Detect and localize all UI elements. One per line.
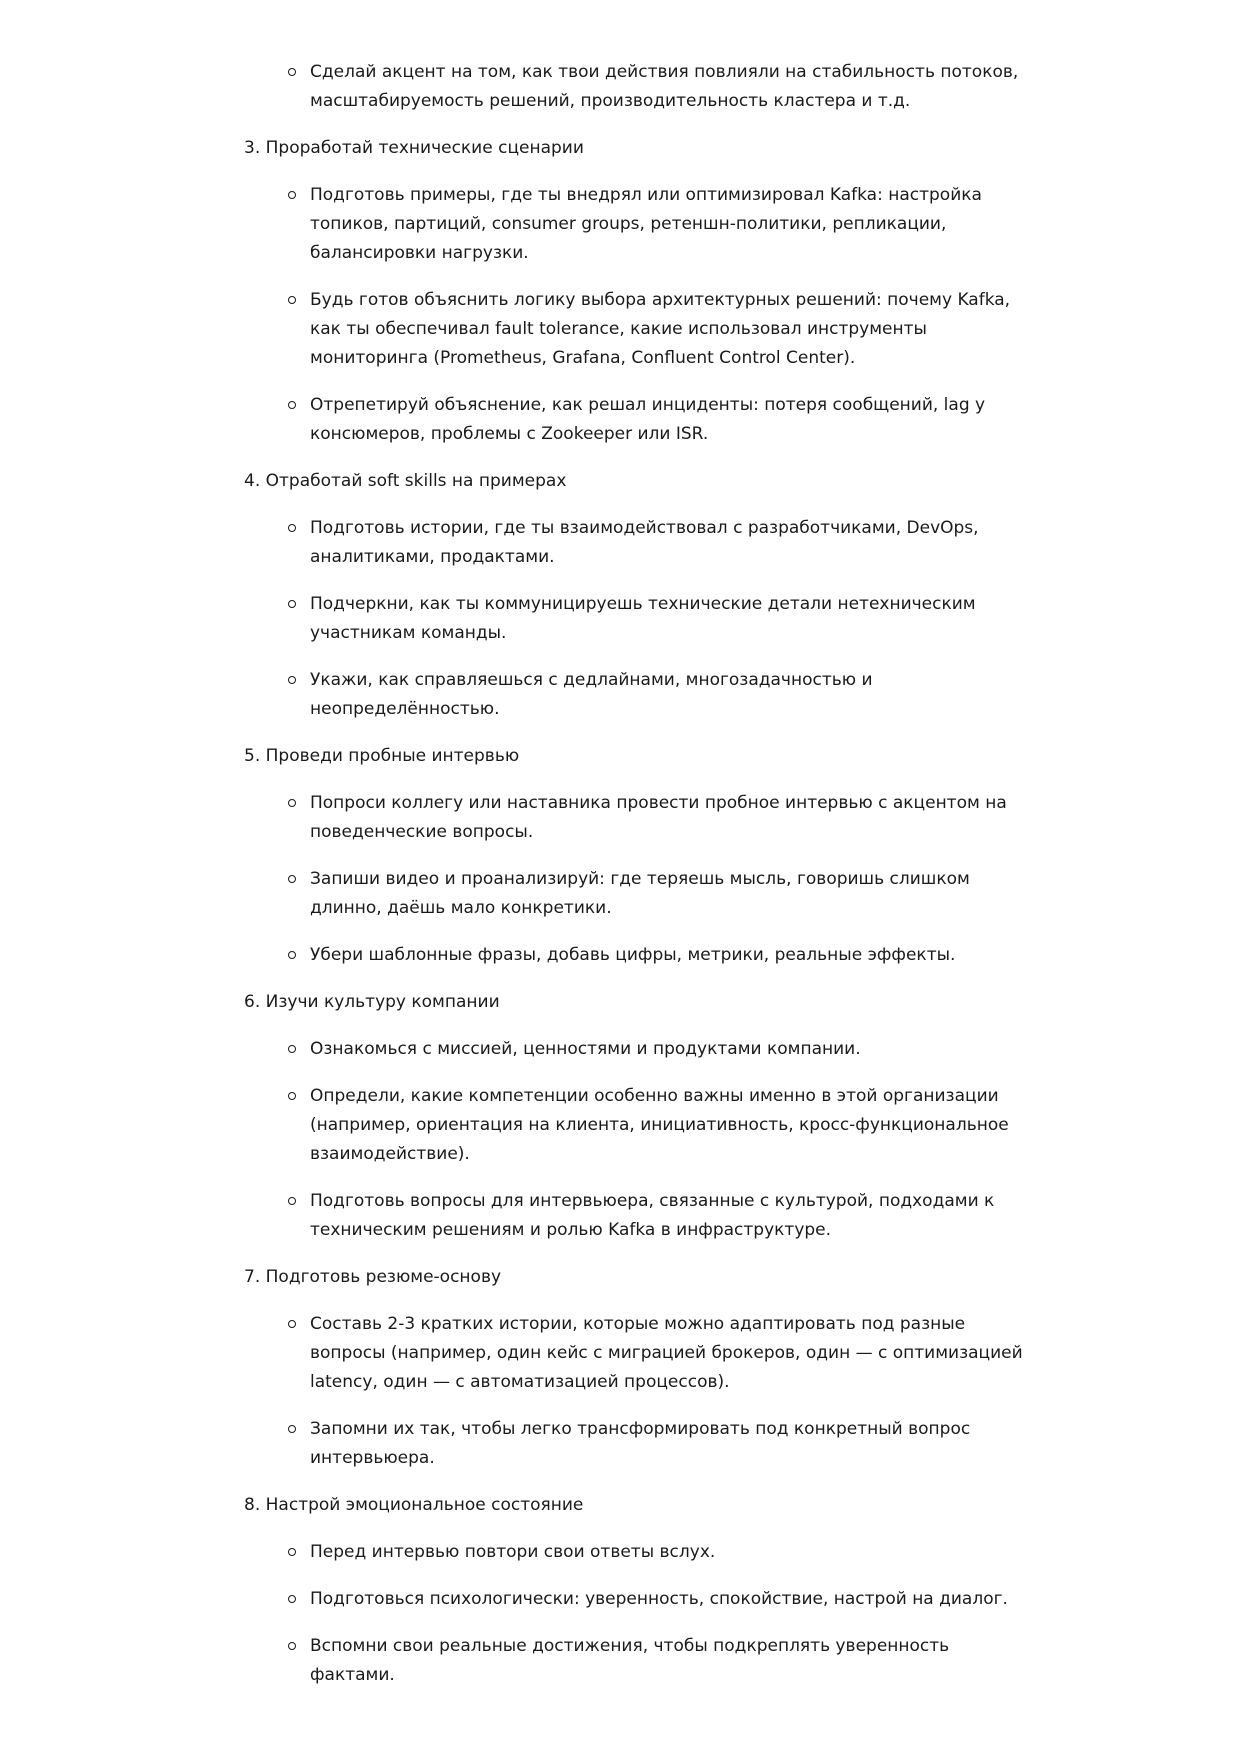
section-3 xyxy=(244,134,1024,449)
section-number: 8. xyxy=(244,1495,261,1515)
list-item xyxy=(310,865,1024,923)
section-heading xyxy=(244,1263,1024,1292)
circle-bullet-icon xyxy=(288,401,296,409)
list-item xyxy=(310,514,1024,572)
section-number: 5. xyxy=(244,746,261,766)
list-item-text: Будь готов объяснить логику выбора архитектурных решений: почему Kafka, как ты обеспечивал fault tolerance, какие использовал инструменты мониторинга (Prometheus, Grafana, Confluent Control Center). xyxy=(310,290,1011,368)
list-item-text: Подготовь примеры, где ты внедрял или оптимизировал Kafka: настройка топиков, партиций, consumer groups, ретеншн-политики, репликации, балансировки нагрузки. xyxy=(310,185,982,263)
list-item-text: Попроси коллегу или наставника провести пробное интервью с акцентом на поведенческие вопросы. xyxy=(310,793,1007,842)
section-heading xyxy=(244,742,1024,771)
list-item xyxy=(310,1415,1024,1473)
list-item xyxy=(310,1632,1024,1690)
circle-bullet-icon xyxy=(288,799,296,807)
list-item-text: Подготовь вопросы для интервьюера, связанные с культурой, подходами к техническим решениям и ролью Kafka в инфраструктуре. xyxy=(310,1191,995,1240)
circle-bullet-icon xyxy=(288,1595,296,1603)
section-title: Проведи пробные интервью xyxy=(265,746,520,766)
list-item xyxy=(310,1187,1024,1245)
list-item-text: Ознакомься с миссией, ценностями и продуктами компании. xyxy=(310,1039,861,1059)
circle-bullet-icon xyxy=(288,1197,296,1205)
section-number: 3. xyxy=(244,138,261,158)
list-item-text: Запиши видео и проанализируй: где теряешь мысль, говоришь слишком длинно, даёшь мало конкретики. xyxy=(310,869,970,918)
list-item xyxy=(310,666,1024,724)
list-item-text: Укажи, как справляешься с дедлайнами, многозадачностью и неопределённостью. xyxy=(310,670,873,719)
circle-bullet-icon xyxy=(288,68,296,76)
circle-bullet-icon xyxy=(288,600,296,608)
list-item-text: Отрепетируй объяснение, как решал инциденты: потеря сообщений, lag у консюмеров, проблемы с Zookeeper или ISR. xyxy=(310,395,986,444)
list-item-text: Подготовь истории, где ты взаимодействовал с разработчиками, DevOps, аналитиками, продактами. xyxy=(310,518,979,567)
section-title: Отработай soft skills на примерах xyxy=(265,471,567,491)
section-8 xyxy=(244,1491,1024,1690)
list-item xyxy=(310,1035,1024,1064)
section-title: Проработай технические сценарии xyxy=(265,138,584,158)
section-7 xyxy=(244,1263,1024,1473)
section-title: Изучи культуру компании xyxy=(265,992,500,1012)
section-5 xyxy=(244,742,1024,970)
section-title: Подготовь резюме-основу xyxy=(265,1267,502,1287)
section-heading xyxy=(244,988,1024,1017)
circle-bullet-icon xyxy=(288,191,296,199)
circle-bullet-icon xyxy=(288,875,296,883)
list-item-text: Составь 2-3 кратких истории, которые можно адаптировать под разные вопросы (например, один кейс с миграцией брокеров, один — с оптимизацией latency, один — с автоматизацией процессов). xyxy=(310,1314,1023,1392)
circle-bullet-icon xyxy=(288,1425,296,1433)
list-item xyxy=(310,58,1024,116)
section-number: 7. xyxy=(244,1267,261,1287)
circle-bullet-icon xyxy=(288,1642,296,1650)
section-title: Настрой эмоциональное состояние xyxy=(265,1495,584,1515)
list-item xyxy=(310,789,1024,847)
circle-bullet-icon xyxy=(288,1092,296,1100)
list-item xyxy=(310,1082,1024,1169)
list-item xyxy=(310,590,1024,648)
list-item-text: Убери шаблонные фразы, добавь цифры, метрики, реальные эффекты. xyxy=(310,945,956,965)
list-item xyxy=(310,941,1024,970)
list-item-text: Подчеркни, как ты коммуницируешь технические детали нетехническим участникам команды. xyxy=(310,594,976,643)
circle-bullet-icon xyxy=(288,524,296,532)
circle-bullet-icon xyxy=(288,1045,296,1053)
section-heading xyxy=(244,467,1024,496)
circle-bullet-icon xyxy=(288,296,296,304)
section-6 xyxy=(244,988,1024,1245)
list-item xyxy=(310,181,1024,268)
list-item-text: Вспомни свои реальные достижения, чтобы подкреплять уверенность фактами. xyxy=(310,1636,950,1685)
list-item xyxy=(310,1310,1024,1397)
section-heading xyxy=(244,1491,1024,1520)
list-item xyxy=(310,1585,1024,1614)
list-item-text: Запомни их так, чтобы легко трансформировать под конкретный вопрос интервьюера. xyxy=(310,1419,971,1468)
section-heading xyxy=(244,134,1024,163)
circle-bullet-icon xyxy=(288,676,296,684)
document-body xyxy=(244,58,1024,1708)
list-item-text: Подготовься психологически: уверенность, спокойствие, настрой на диалог. xyxy=(310,1589,1008,1609)
list-item xyxy=(310,391,1024,449)
circle-bullet-icon xyxy=(288,1548,296,1556)
list-item-text: Сделай акцент на том, как твои действия повлияли на стабильность потоков, масштабируемость решений, производительность кластера и т.д. xyxy=(310,62,1019,111)
list-item-text: Перед интервью повтори свои ответы вслух. xyxy=(310,1542,716,1562)
list-item-text: Определи, какие компетенции особенно важны именно в этой организации (например, ориентация на клиента, инициативность, кросс-функциональное взаимодействие). xyxy=(310,1086,1009,1164)
section-4 xyxy=(244,467,1024,724)
list-item xyxy=(310,1538,1024,1567)
circle-bullet-icon xyxy=(288,1320,296,1328)
section-number: 6. xyxy=(244,992,261,1012)
circle-bullet-icon xyxy=(288,951,296,959)
list-item xyxy=(310,286,1024,373)
section-number: 4. xyxy=(244,471,261,491)
